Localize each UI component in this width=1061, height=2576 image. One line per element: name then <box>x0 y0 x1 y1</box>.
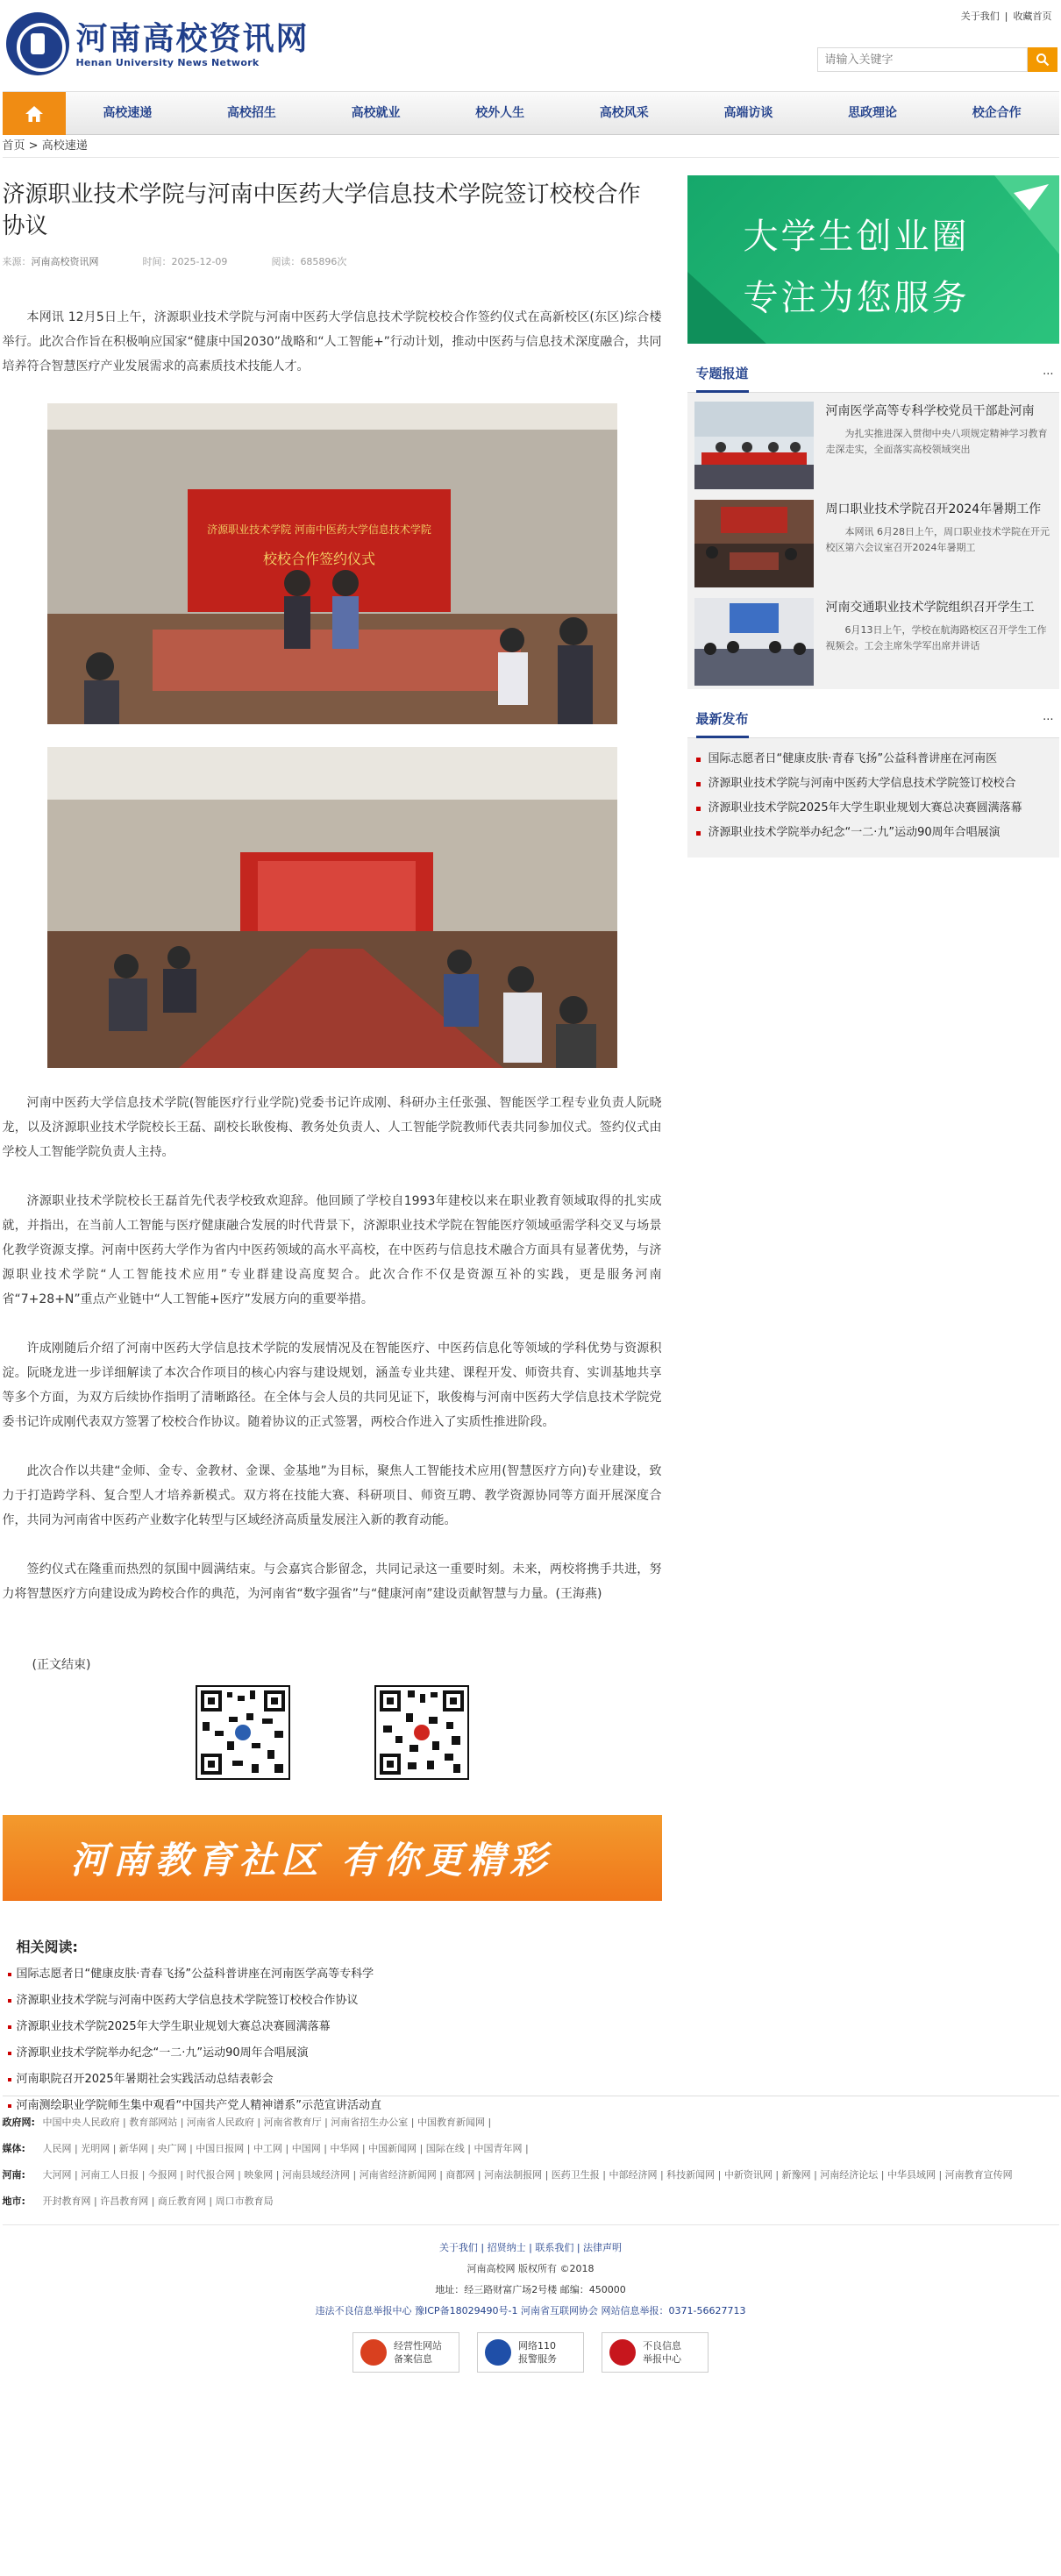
site-logo[interactable] <box>6 12 310 75</box>
meeting-photo <box>47 747 617 1068</box>
ad-line-2: 专注为您服务 <box>743 278 970 318</box>
link-row-media: 媒体: 人民网 | 光明网 | 新华网 | 央广网 | 中国日报网 | 中工网 | 中国网 | 中华网 | 中国新闻网 | 国际在线 | 中国青年网 | <box>2 2143 529 2154</box>
search-bar <box>817 47 1057 72</box>
special-thumb <box>694 402 814 489</box>
logo-english-name: Henan University News Network <box>75 56 260 68</box>
footer-address: 地址：经三路财富广场2号楼 邮编：450000 <box>435 2284 626 2295</box>
special-item-desc: 6月13日上午，学校在航海路校区召开学生工作视频会。工会主席朱学军出席并讲话 <box>825 624 1047 651</box>
article-paragraph: 济源职业技术学院校长王磊首先代表学校致欢迎辞。他回顾了学校自1993年建校以来在职业教育领域取得的扎实成就，并指出，在当前人工智能与医疗健康融合发展的时代背景下，济源职业技术学院在智能医疗领域亟需学科交叉与场景化教学资源支撑。河南中医药大学作为省内中医药领域的高水平高校，在中医药与信息技术融合方面具有显著优势，与济源职业技术学院“人工智能技术应用”专业群建设高度契合。此次合作不仅是资源互补的实践，更是服务河南省“7+28+N”重点产业链中“人工智能+医疗”发展方向的重要举措。 <box>2 1194 662 1306</box>
qr-codes <box>3 1685 662 1780</box>
related-reading-list <box>3 1961 662 2119</box>
article-column <box>3 158 662 2119</box>
latest-news-item[interactable]: 国际志愿者日“健康皮肤·青春飞扬”公益科普讲座在河南医 <box>687 747 1059 772</box>
nav-item-interview[interactable]: 高端访谈 <box>723 106 773 120</box>
latest-news-title: 最新发布 <box>696 703 749 738</box>
logo-emblem-icon <box>6 12 69 75</box>
special-item-title: 周口职业技术学院召开2024年暑期工作 <box>825 502 1042 516</box>
latest-news-item[interactable]: 济源职业技术学院举办纪念“一二·九”运动90周年合唱展演 <box>687 821 1059 845</box>
page <box>3 0 1059 2373</box>
special-item[interactable] <box>687 393 1059 491</box>
main-nav <box>3 91 1059 135</box>
bookmark-link[interactable]: 收藏首页 <box>1013 11 1052 22</box>
report-center-icon <box>609 2339 636 2366</box>
footer-badges <box>3 2332 1059 2373</box>
footer-links[interactable]: 关于我们 | 招贤纳士 | 联系我们 | 法律声明 <box>438 2242 623 2253</box>
article-views: 685896次 <box>300 256 347 267</box>
home-icon <box>24 104 45 124</box>
stage-banner-text-2: 校校合作签约仪式 <box>262 551 375 567</box>
special-thumb <box>694 598 814 686</box>
latest-news-list <box>687 738 1059 845</box>
special-item-desc: 本网讯 6月28日上午，周口职业技术学院在开元校区第六会议室召开2024年暑期工 <box>825 526 1050 553</box>
related-item[interactable]: 济源职业技术学院2025年大学生职业规划大赛总决赛圆满落幕 <box>3 2014 662 2040</box>
link-row-government: 政府网: 中国中央人民政府 | 教育部网站 | 河南省人民政府 | 河南省教育厅 | 河南省招生办公室 | 中国教育新闻网 | <box>2 2117 492 2128</box>
related-item[interactable]: 河南测绘职业学院师生集中观看“中国共产党人精神谱系”示范宣讲活动直 <box>3 2093 662 2119</box>
related-item[interactable]: 国际志愿者日“健康皮肤·青春飞扬”公益科普讲座在河南医学高等专科学 <box>3 1961 662 1988</box>
stage-banner-text-1: 济源职业技术学院 河南中医药大学信息技术学院 <box>206 523 431 536</box>
link-row-henan: 河南: 大河网 | 河南工人日报 | 今报网 | 时代报合网 | 映象网 | 河南县域经济网 | 河南省经济新闻网 | 商都网 | 河南法制报网 | 医药卫生报 | 中部经济网 | 科技新闻网 | 中新资讯网 | 新豫网 | 河南经济论坛 | 中华县域网 | 河南教育宣传网 <box>2 2169 1013 2181</box>
link-row-cities: 地市: 开封教育网 | 许昌教育网 | 商丘教育网 | 周口市教育局 <box>2 2195 274 2207</box>
wechat-qr-code <box>196 1685 290 1780</box>
breadcrumb: 首页 > 高校速递 <box>3 135 1059 158</box>
article-end-note: (正文结束) <box>32 1658 91 1672</box>
article-paragraph: 此次合作以共建“金师、金专、金教材、金课、金基地”为目标，聚焦人工智能技术应用(智慧医疗方向)专业建设，致力于打造跨学科、复合型人才培养新模式。双方将在技能大赛、科研项目、师资互聘、教学资源协同等方面开展深度合作，共同为河南省中医药产业数字化转型与区域经济高质量发展注入新的教育动能。 <box>2 1464 662 1527</box>
footer-copyright: 河南高校网 版权所有 ©2018 <box>466 2263 595 2274</box>
community-banner-text: 河南教育社区 有你更精彩 <box>70 1839 552 1882</box>
related-item[interactable]: 河南职院召开2025年暑期社会实践活动总结表彰会 <box>3 2067 662 2093</box>
breadcrumb-current[interactable]: 高校速递 <box>41 139 88 153</box>
article-source: 河南高校资讯网 <box>31 256 99 267</box>
weibo-qr-code <box>374 1685 469 1780</box>
latest-news-item[interactable]: 济源职业技术学院与河南中医药大学信息技术学院签订校校合 <box>687 772 1059 796</box>
community-banner[interactable] <box>3 1815 662 1901</box>
site-header <box>3 0 1059 88</box>
special-more-link[interactable]: ··· <box>1043 368 1054 381</box>
related-item[interactable]: 济源职业技术学院与河南中医药大学信息技术学院签订校校合作协议 <box>3 1988 662 2014</box>
special-reports-title: 专题报道 <box>696 358 749 393</box>
nav-item-express[interactable]: 高校速递 <box>103 106 153 120</box>
article-paragraph: 许成刚随后介绍了河南中医药大学信息技术学院的发展情况及在智能医疗、中医药信息化等领域的学科优势与资源积淀。阮晓龙进一步详细解读了本次合作项目的核心内容与建设规划，涵盖专业共建、课程开发、师资共育、实训基地共享等多个方面，为双方后续协作指明了清晰路径。在全体与会人员的共同见证下，耿俊梅与河南中医药大学信息技术学院党委书记许成刚代表双方签署了校校合作协议。随着协议的正式签署，两校合作进入了实质性推进阶段。 <box>2 1341 662 1429</box>
police-icon <box>485 2339 511 2366</box>
nav-item-theory[interactable]: 思政理论 <box>848 106 898 120</box>
related-item[interactable]: 济源职业技术学院举办纪念“一二·九”运动90周年合唱展演 <box>3 2040 662 2067</box>
nav-item-cooperation[interactable]: 校企合作 <box>972 106 1022 120</box>
nav-item-campus[interactable]: 高校风采 <box>599 106 649 120</box>
logo-chinese-name: 河南高校资讯网 <box>75 19 310 57</box>
latest-news-box <box>687 703 1059 857</box>
badge-report-center[interactable]: 不良信息 举报中心 <box>602 2332 709 2373</box>
search-input[interactable] <box>817 47 1028 72</box>
startup-ad-banner[interactable] <box>687 175 1059 344</box>
nav-home-button[interactable] <box>3 92 66 135</box>
top-links: 关于我们 | 收藏首页 <box>956 9 1057 23</box>
nav-item-life[interactable]: 校外人生 <box>475 106 525 120</box>
footer-report-line[interactable]: 违法不良信息举报中心 豫ICP备18029490号-1 河南省互联网协会 网站信息举报：0371-56627713 <box>315 2305 746 2316</box>
business-record-icon <box>360 2339 387 2366</box>
breadcrumb-home[interactable]: 首页 <box>2 139 25 153</box>
special-thumb <box>694 500 814 587</box>
article-title: 济源职业技术学院与河南中医药大学信息技术学院签订校校合作协议 <box>2 181 641 239</box>
special-item[interactable] <box>687 491 1059 589</box>
article-time: 2025-12-09 <box>171 256 228 267</box>
latest-more-link[interactable]: ··· <box>1043 714 1054 727</box>
main-content <box>2 158 1059 2112</box>
nav-item-employment[interactable]: 高校就业 <box>351 106 401 120</box>
special-item-title: 河南交通职业技术学院组织召开学生工 <box>825 601 1035 615</box>
ad-line-1: 大学生创业圈 <box>743 217 970 257</box>
article-paragraph: 河南中医药大学信息技术学院(智能医疗行业学院)党委书记许成刚、科研办主任张强、智能医学工程专业负责人阮晓龙，以及济源职业技术学院校长王磊、副校长耿俊梅、教务处负责人、人工智能学院教师代表共同参加仪式。签约仪式由学校人工智能学院负责人主持。 <box>2 1096 662 1159</box>
article-paragraph: 本网讯 12月5日上午，济源职业技术学院与河南中医药大学信息技术学院校校合作签约仪式在高新校区(东区)综合楼举行。此次合作旨在积极响应国家“健康中国2030”战略和“人工智能+”行动计划，推动中医药与信息技术深度融合，共同培养符合智慧医疗产业发展需求的高素质技术技能人才。 <box>2 310 662 374</box>
special-reports-box <box>687 358 1059 689</box>
article-paragraph: 签约仪式在隆重而热烈的氛围中圆满结束。与会嘉宾合影留念，共同记录这一重要时刻。未来，两校将携手共进，努力将智慧医疗方向建设成为跨校合作的典范，为河南省“数字强省”与“健康河南”建设贡献智慧与力量。(王海燕) <box>2 1562 662 1601</box>
search-icon <box>1036 53 1050 67</box>
search-button[interactable] <box>1028 47 1057 72</box>
special-item[interactable] <box>687 589 1059 687</box>
badge-police-110[interactable]: 网络110 报警服务 <box>477 2332 584 2373</box>
signing-ceremony-photo <box>47 403 617 724</box>
special-item-title: 河南医学高等专科学校党员干部赴河南 <box>825 404 1035 418</box>
nav-item-admission[interactable]: 高校招生 <box>226 106 276 120</box>
about-us-link[interactable]: 关于我们 <box>960 11 1000 22</box>
article-meta: 来源：河南高校资讯网 时间：2025-12-09 阅读：685896次 <box>2 256 347 267</box>
latest-news-item[interactable]: 济源职业技术学院2025年大学生职业规划大赛总决赛圆满落幕 <box>687 796 1059 821</box>
special-item-desc: 为扎实推进深入贯彻中央八项规定精神学习教育走深走实，全面落实高校领域突出 <box>825 428 1048 455</box>
badge-business-record[interactable]: 经营性网站 备案信息 <box>352 2332 459 2373</box>
site-footer <box>3 2224 1059 2373</box>
related-reading-title: 相关阅读: <box>16 1939 78 1955</box>
sidebar <box>687 158 1059 857</box>
